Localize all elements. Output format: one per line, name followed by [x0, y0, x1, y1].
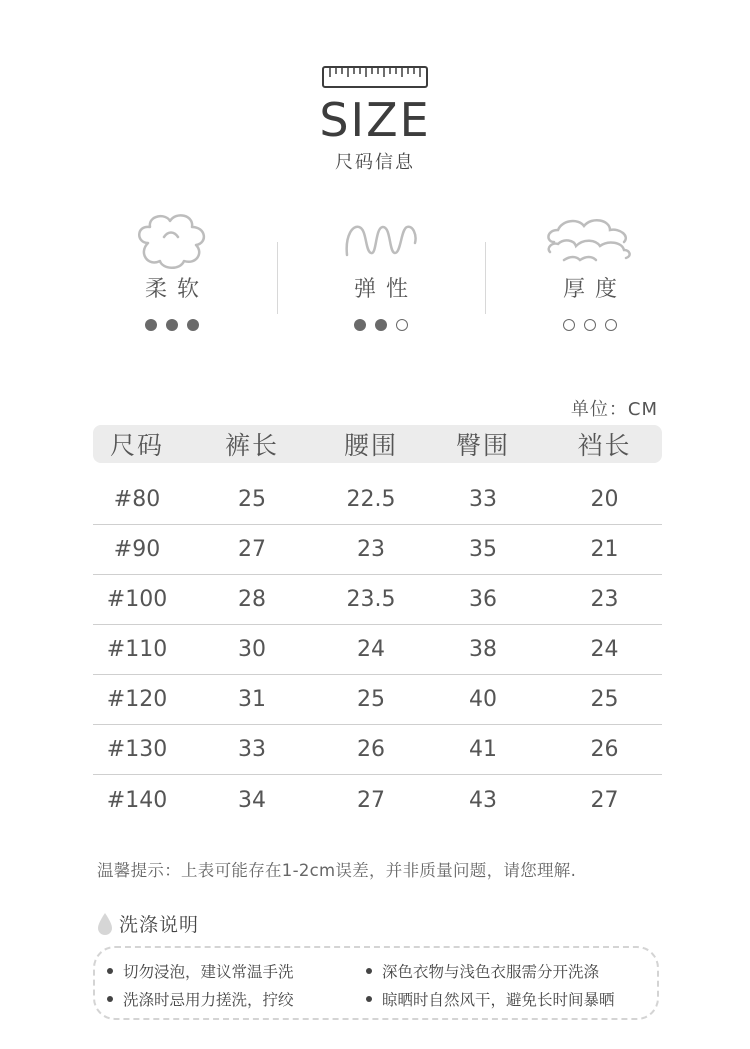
table-row — [93, 675, 662, 725]
table-cell: 34 — [238, 787, 266, 813]
table-header — [93, 425, 662, 463]
table-cell: 40 — [469, 687, 497, 712]
level-dots — [510, 319, 670, 331]
table-cell: 43 — [469, 787, 497, 813]
ruler-icon — [322, 66, 428, 94]
table-cell: 25 — [357, 687, 385, 712]
level-dots — [92, 319, 252, 331]
wash-item-text: 晾晒时自然风干，避免长时间暴晒 — [382, 991, 615, 1009]
water-drop-icon — [97, 912, 113, 936]
table-cell: 36 — [469, 587, 497, 612]
table-cell: 33 — [469, 487, 497, 512]
feature-thickness — [510, 205, 670, 331]
wash-item-text: 洗涤时忌用力搓洗，拧绞 — [123, 991, 294, 1009]
table-cell: #100 — [106, 587, 168, 612]
table-cell: #120 — [106, 687, 168, 712]
divider — [277, 242, 278, 314]
cloud-icon — [134, 209, 210, 271]
table-cell: 26 — [357, 737, 385, 762]
level-dot-empty — [605, 319, 617, 331]
feature-label: 柔软 — [144, 277, 209, 302]
table-cell: 27 — [357, 787, 385, 813]
tip-text: 温馨提示：上表可能存在1-2cm误差，并非质量问题，请您理解. — [97, 861, 577, 880]
table-cell: #130 — [106, 737, 168, 762]
table-row — [93, 625, 662, 675]
table-cell: 27 — [238, 537, 266, 562]
table-cell: #90 — [113, 537, 161, 562]
level-dot-filled — [145, 319, 157, 331]
table-row — [93, 775, 662, 825]
table-cell: 23 — [590, 587, 619, 612]
table-cell: 23.5 — [346, 587, 396, 612]
column-header: 尺码 — [109, 431, 164, 460]
bullet — [366, 968, 372, 974]
wash-item — [366, 988, 615, 1010]
table-cell: 33 — [238, 737, 266, 762]
column-header: 臀围 — [455, 431, 510, 460]
size-title: SIZE — [319, 93, 431, 147]
feature-label: 弹性 — [353, 277, 418, 302]
table-cell: 35 — [469, 537, 497, 562]
size-table — [93, 475, 662, 825]
wash-item — [107, 960, 294, 982]
table-row — [93, 475, 662, 525]
divider — [485, 242, 486, 314]
table-cell: 24 — [590, 637, 619, 662]
feature-label: 厚度 — [562, 277, 627, 302]
level-dot-filled — [354, 319, 366, 331]
size-subtitle: 尺码信息 — [335, 152, 415, 173]
table-cell: 28 — [238, 587, 266, 612]
wash-item-text: 切勿浸泡，建议常温手洗 — [123, 963, 294, 981]
column-header: 裤长 — [224, 431, 279, 460]
level-dots — [301, 319, 461, 331]
table-cell: 26 — [590, 737, 619, 762]
level-dot-filled — [166, 319, 178, 331]
level-dot-empty — [563, 319, 575, 331]
table-cell: #110 — [106, 637, 168, 662]
wash-item — [107, 988, 294, 1010]
column-header: 腰围 — [343, 431, 398, 460]
wash-title — [97, 910, 199, 937]
table-cell: 25 — [590, 687, 619, 712]
table-cell: 30 — [238, 637, 266, 662]
table-cell: 27 — [590, 787, 619, 813]
table-cell: #140 — [106, 787, 168, 813]
table-cell: #80 — [113, 487, 161, 512]
table-row — [93, 525, 662, 575]
wash-title-label: 洗涤说明 — [119, 914, 200, 936]
feature-softness — [92, 205, 252, 331]
level-dot-empty — [584, 319, 596, 331]
bullet — [107, 968, 113, 974]
table-cell: 25 — [238, 487, 266, 512]
table-cell: 38 — [469, 637, 497, 662]
table-cell: 41 — [469, 737, 497, 762]
wash-item — [366, 960, 599, 982]
table-row — [93, 725, 662, 775]
size-header — [0, 0, 750, 200]
table-cell: 22.5 — [346, 487, 396, 512]
bullet — [107, 996, 113, 1002]
level-dot-filled — [375, 319, 387, 331]
wash-item-text: 深色衣物与浅色衣服需分开洗涤 — [382, 963, 600, 981]
bullet — [366, 996, 372, 1002]
unit-label: 单位：CM — [570, 399, 658, 420]
spring-icon — [341, 215, 421, 265]
level-dot-empty — [396, 319, 408, 331]
column-header: 裆长 — [577, 431, 632, 460]
level-dot-filled — [187, 319, 199, 331]
table-row — [93, 575, 662, 625]
table-cell: 24 — [357, 637, 385, 662]
table-cell: 31 — [238, 687, 266, 712]
layered-cloud-icon — [544, 212, 636, 268]
table-cell: 23 — [357, 537, 385, 562]
feature-elasticity — [301, 205, 461, 331]
table-cell: 20 — [590, 487, 619, 512]
table-cell: 21 — [590, 537, 619, 562]
